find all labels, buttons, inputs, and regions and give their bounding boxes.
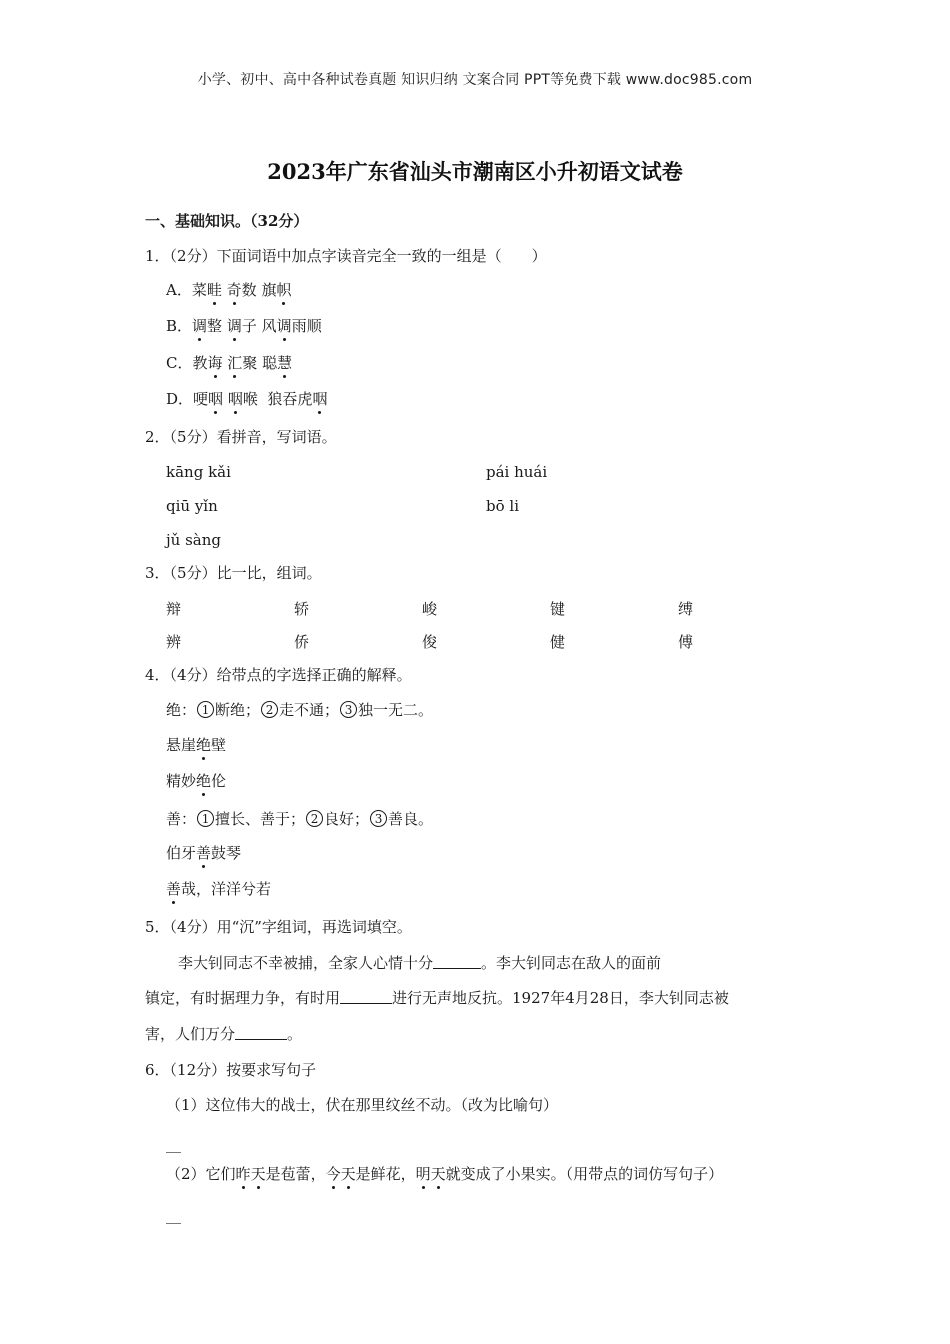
q6-sentence-2: （2）它们昨天是苞蕾，今天是鲜花，明天就变成了小果实。（用带点的词仿写句子） — [166, 1165, 724, 1183]
section-heading: 一、基础知识。（32分） — [145, 212, 309, 230]
header-note: 小学、初中、高中各种试卷真题 知识归纳 文案合同 PPT等免费下载 www.doc985.com — [197, 72, 753, 88]
char-r1-5: 缚 — [678, 600, 694, 618]
pinyin-4: bō li — [486, 497, 519, 515]
char-r2-1: 辨 — [166, 633, 182, 651]
example-3: 伯牙善鼓琴 — [166, 844, 242, 862]
q1-option-a: A．菜畦 奇数 旗帜 — [166, 281, 292, 299]
jue-definitions: 绝： 1 断绝； 2 走不通； 3 独一无二。 — [166, 701, 434, 719]
shan-definitions: 善： 1 擅长、善于； 2 良好； 3 善良。 — [166, 810, 434, 828]
example-4: 善哉，洋洋兮若 — [166, 880, 272, 898]
char-r1-3: 峻 — [422, 600, 438, 618]
char-r1-4: 键 — [550, 600, 566, 618]
q3-stem: 3．（5分）比一比，组词。 — [145, 564, 322, 582]
q5-line-2: 镇定，有时据理力争，有时用 进行无声地反抗。1927年4月28日，李大钊同志被 — [145, 989, 729, 1007]
char-r1-2: 轿 — [294, 600, 310, 618]
q6-sentence-1: （1）这位伟大的战士，伏在那里纹丝不动。（改为比喻句） — [166, 1096, 559, 1114]
q1-option-c: C．教诲 汇聚 聪慧 — [166, 354, 293, 372]
pinyin-1: kāng kǎi — [166, 463, 231, 481]
fill-blank-1[interactable] — [433, 954, 481, 969]
fill-blank-3[interactable] — [235, 1025, 287, 1040]
pinyin-2: pái huái — [486, 463, 548, 481]
page-title: 2023年广东省汕头市潮南区小升初语文试卷 — [267, 159, 683, 184]
q4-stem: 4．（4分）给带点的字选择正确的解释。 — [145, 666, 412, 684]
pinyin-3: qiū yǐn — [166, 497, 218, 515]
char-r2-5: 傅 — [678, 633, 694, 651]
pinyin-5: jǔ sàng — [166, 531, 221, 549]
q6-stem: 6．（12分）按要求写句子 — [145, 1061, 317, 1079]
q5-line-3: 害，人们万分 。 — [145, 1025, 303, 1043]
fill-blank-2[interactable] — [340, 989, 392, 1004]
q1-option-d: D．哽咽 咽喉 狼吞虎咽 — [166, 390, 328, 408]
answer-line-1[interactable]: __ — [166, 1135, 181, 1153]
answer-line-2[interactable]: __ — [166, 1206, 181, 1224]
q2-stem: 2．（5分）看拼音，写词语。 — [145, 428, 337, 446]
char-r2-2: 侨 — [294, 633, 310, 651]
q5-stem: 5．（4分）用“沉”字组词，再选词填空。 — [145, 918, 412, 936]
q5-line-1: 李大钊同志不幸被捕，全家人心情十分 。李大钊同志在敌人的面前 — [178, 954, 662, 972]
example-2: 精妙绝伦 — [166, 772, 227, 790]
char-r1-1: 辩 — [166, 600, 182, 618]
char-r2-3: 俊 — [422, 633, 438, 651]
example-1: 悬崖绝壁 — [166, 736, 227, 754]
q1-option-b: B．调整 调子 风调雨顺 — [166, 317, 322, 335]
char-r2-4: 健 — [550, 633, 566, 651]
q1-stem: 1．（2分）下面词语中加点字读音完全一致的一组是（ ） — [145, 247, 547, 265]
